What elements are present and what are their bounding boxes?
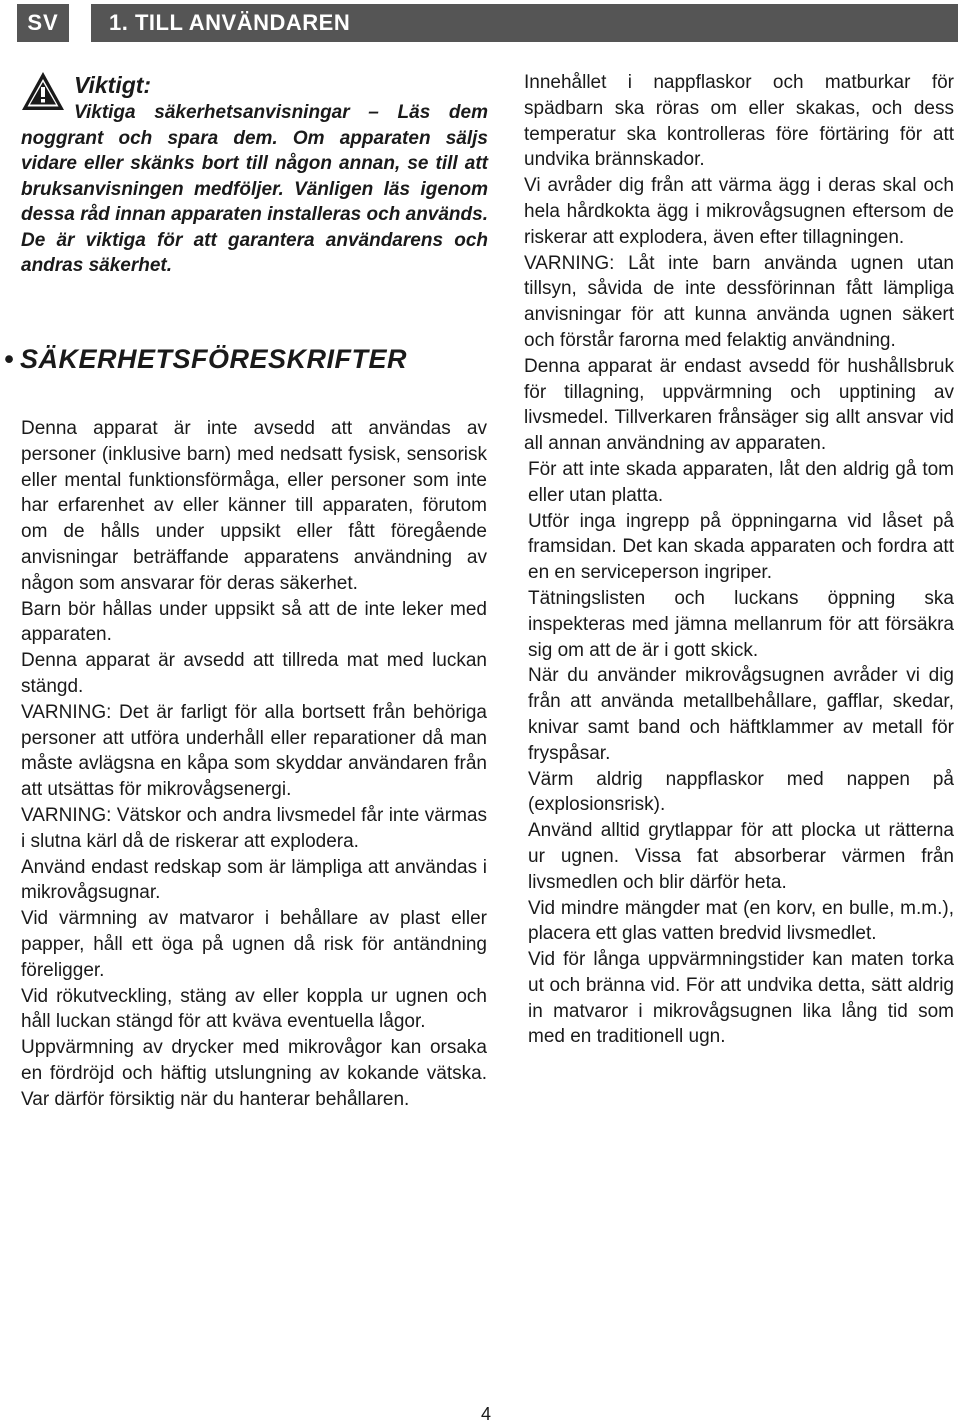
paragraph: Denna apparat är avsedd att tillreda mat med luckan stängd. [21,650,487,697]
left-column [21,416,487,1113]
paragraph: VARNING: Låt inte barn använda ugnen utan tillsyn, såvida de inte dessförinnan fått lämpliga anvisningar för att kunna använda ugnen säkert och förstår farorna med felaktig användning. [524,252,954,351]
paragraph: Vid för långa uppvärmningstider kan maten torka ut och bränna vid. För att undvika detta, sätt aldrig in matvaror i mikrovågsugnen lika lång tid som med en traditionell ugn. [528,949,954,1048]
paragraph: Barn bör hållas under uppsikt så att de inte leker med apparaten. [21,598,487,646]
paragraph: Vid rökutveckling, stäng av eller koppla ur ugnen och håll luckan stängd för att kväva eventuella lågor. [21,985,487,1033]
paragraph: Denna apparat är inte avsedd att användas av personer (inklusive barn) med nedsatt fysisk, sensorisk eller mental funktionsförmåga, eller personer som inte har erfarenhet av eller känner till apparaten, förutom om de hålls under uppsikt eller fått föregående anvisningar beträffande apparatens användning av någon som ansvarar för deras säkerhet. [21,418,487,594]
paragraph: Tätningslisten och luckans öppning ska inspekteras med jämna mellanrum för att försäkra sig om att de är i gott skick. [528,587,954,661]
paragraph: Vi avråder dig från att värma ägg i deras skal och hela hårdkokta ägg i mikrovågsugnen eftersom de riskerar att explodera, även efter tillagningen. [524,175,954,248]
page-number: 4 [480,1404,491,1424]
chapter-title: 1. TILL ANVÄNDAREN [109,10,351,35]
section-bullet: • [4,344,14,374]
right-column [524,70,954,1050]
paragraph: Använd endast redskap som är lämpliga att användas i mikrovågsugnar. [21,856,487,904]
section-heading-text: SÄKERHETSFÖRESKRIFTER [20,344,408,374]
paragraph: Uppvärmning av drycker med mikrovågor kan orsaka en fördröjd och häftig utslungning av kokande vätska. Var därför försiktig när du hanterar behållaren. [21,1037,487,1110]
paragraph: Vid mindre mängder mat (en korv, en bulle, m.m.), placera ett glas vatten bredvid livsmedlet. [528,897,954,945]
paragraph: Vid värmning av matvaror i behållare av plast eller papper, håll ett öga på ugnen då risk för antändning föreligger. [21,908,487,981]
paragraph: Använd alltid grytlappar för att plocka ut rätterna ur ugnen. Vissa fat absorberar värmen från livsmedlen och blir därför heta. [528,820,954,893]
paragraph: Denna apparat är endast avsedd för hushållsbruk för tillagning, uppvärmning och upptining av livsmedel. Tillverkaren frånsäger sig allt ansvar vid all annan användning av apparaten. [524,355,954,455]
warning-title: Viktigt: [74,72,152,98]
paragraph: Innehållet i nappflaskor och matburkar för spädbarn ska röras om eller skakas, och dess temperatur ska kontrolleras före förtäring för att undvika brännskador. [524,72,954,171]
paragraph: VARNING: Det är farligt för alla bortsett från behöriga personer att utföra underhåll eller reparationer då man måste avlägsna en kåpa som skyddar användaren från att utsättas för mikrovågsenergi. [21,701,487,801]
paragraph: Utför inga ingrepp på öppningarna vid låset på framsidan. Det kan skada apparaten och fordra att en en serviceperson ingriper. [528,510,954,584]
chapter-header [91,4,958,42]
language-badge: SV [17,4,69,42]
paragraph: Värm aldrig nappflaskor med nappen på (explosionsrisk). [528,768,954,816]
paragraph: När du använder mikrovågsugnen avråder vi dig från att använda metallbehållare, gafflar, skedar, knivar samt band och häftklammer av metall för fryspåsar. [528,665,954,764]
paragraph: För att inte skada apparaten, låt den aldrig gå tom eller utan platta. [528,458,954,506]
warning-text: Viktiga säkerhetsanvisningar – Läs dem noggrant och spara dem. Om apparaten säljs vidare eller skänks bort till någon annan, se till att bruksanvisningen medföljer. Vänligen läs igenom dessa råd innan apparaten installeras och används. De är viktiga för att garantera användarens och andras säkerhet. [21,102,488,276]
paragraph: VARNING: Vätskor och andra livsmedel får inte värmas i slutna kärl då de riskerar att explodera. [21,804,487,852]
section-heading [4,344,407,375]
